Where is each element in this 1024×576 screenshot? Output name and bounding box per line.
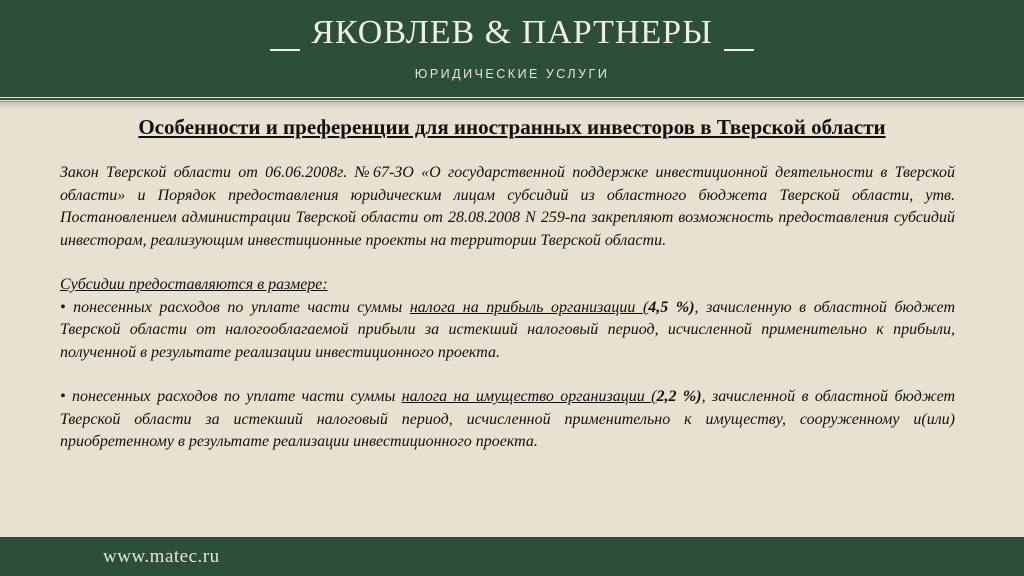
logo-bar-left [270,49,300,51]
logo-text-left: ЯКОВЛЕВ [311,14,476,51]
main-content [60,162,955,454]
rate-open-paren: ( [642,298,649,316]
intro-paragraph: Закон Тверской области от 06.06.2008г. №67-ЗО «О государственной поддержке инвестиционной деятельности в Тверской области» и Порядок предоставления юридическим лицам субсидий из областного бюджета Тверской области, утв. Постановлением администрации Тверской области от 28.08.2008 N 259-па закрепляют возможность предоставления субсидий инвесторам, реализующим инвестиционные проекты на территории Тверской области. [60,164,955,249]
header-shadow [0,102,1024,110]
company-subtitle: ЮРИДИЧЕСКИЕ УСЛУГИ [414,67,610,81]
bullet-text-pre: понесенных расходов по уплате части суммы [65,298,410,316]
bullet-marker: • [60,298,66,316]
property-tax-rate: 2,2 %) [656,388,702,405]
rate-open-paren: ( [651,388,657,405]
header-divider [0,98,1024,100]
property-tax-label: налога на имущество организации [401,388,652,405]
bullet-text-pre: понесенных расходов по уплате части суммы [65,388,402,405]
bullet-item-property-tax [60,386,955,454]
bullet-item-profit-tax [60,297,955,365]
bullet-marker: • [60,388,66,405]
profit-tax-rate: 4,5 %) [648,298,695,316]
bullet-text-post: , зачисленную в областной бюджет Тверской области от налогооблагаемой прибыли за истекший налоговый период, исчисленной применительно к прибыли, полученной в результате реализации инвестиционного проекта. [60,298,955,361]
footer-url: www.matec.ru [103,546,220,567]
bullet-text-post: , зачисленной в областной бюджет Тверской области за истекший налоговый период, исчисленной применительно к имуществу, сооруженному и(или) приобретенному в результате реализации инвестиционного проекта. [60,388,956,450]
company-logo [0,14,1024,52]
logo-ampersand: & [484,14,513,51]
subsidies-heading: Субсидии предоставляются в размере: [60,276,328,293]
logo-text-right: ПАРТНЕРЫ [521,14,713,51]
logo-bar-right [724,49,754,51]
page-title: Особенности и преференции для иностранных инвесторов в Тверской области [138,115,886,139]
profit-tax-label: налога на прибыль организации [409,298,643,316]
